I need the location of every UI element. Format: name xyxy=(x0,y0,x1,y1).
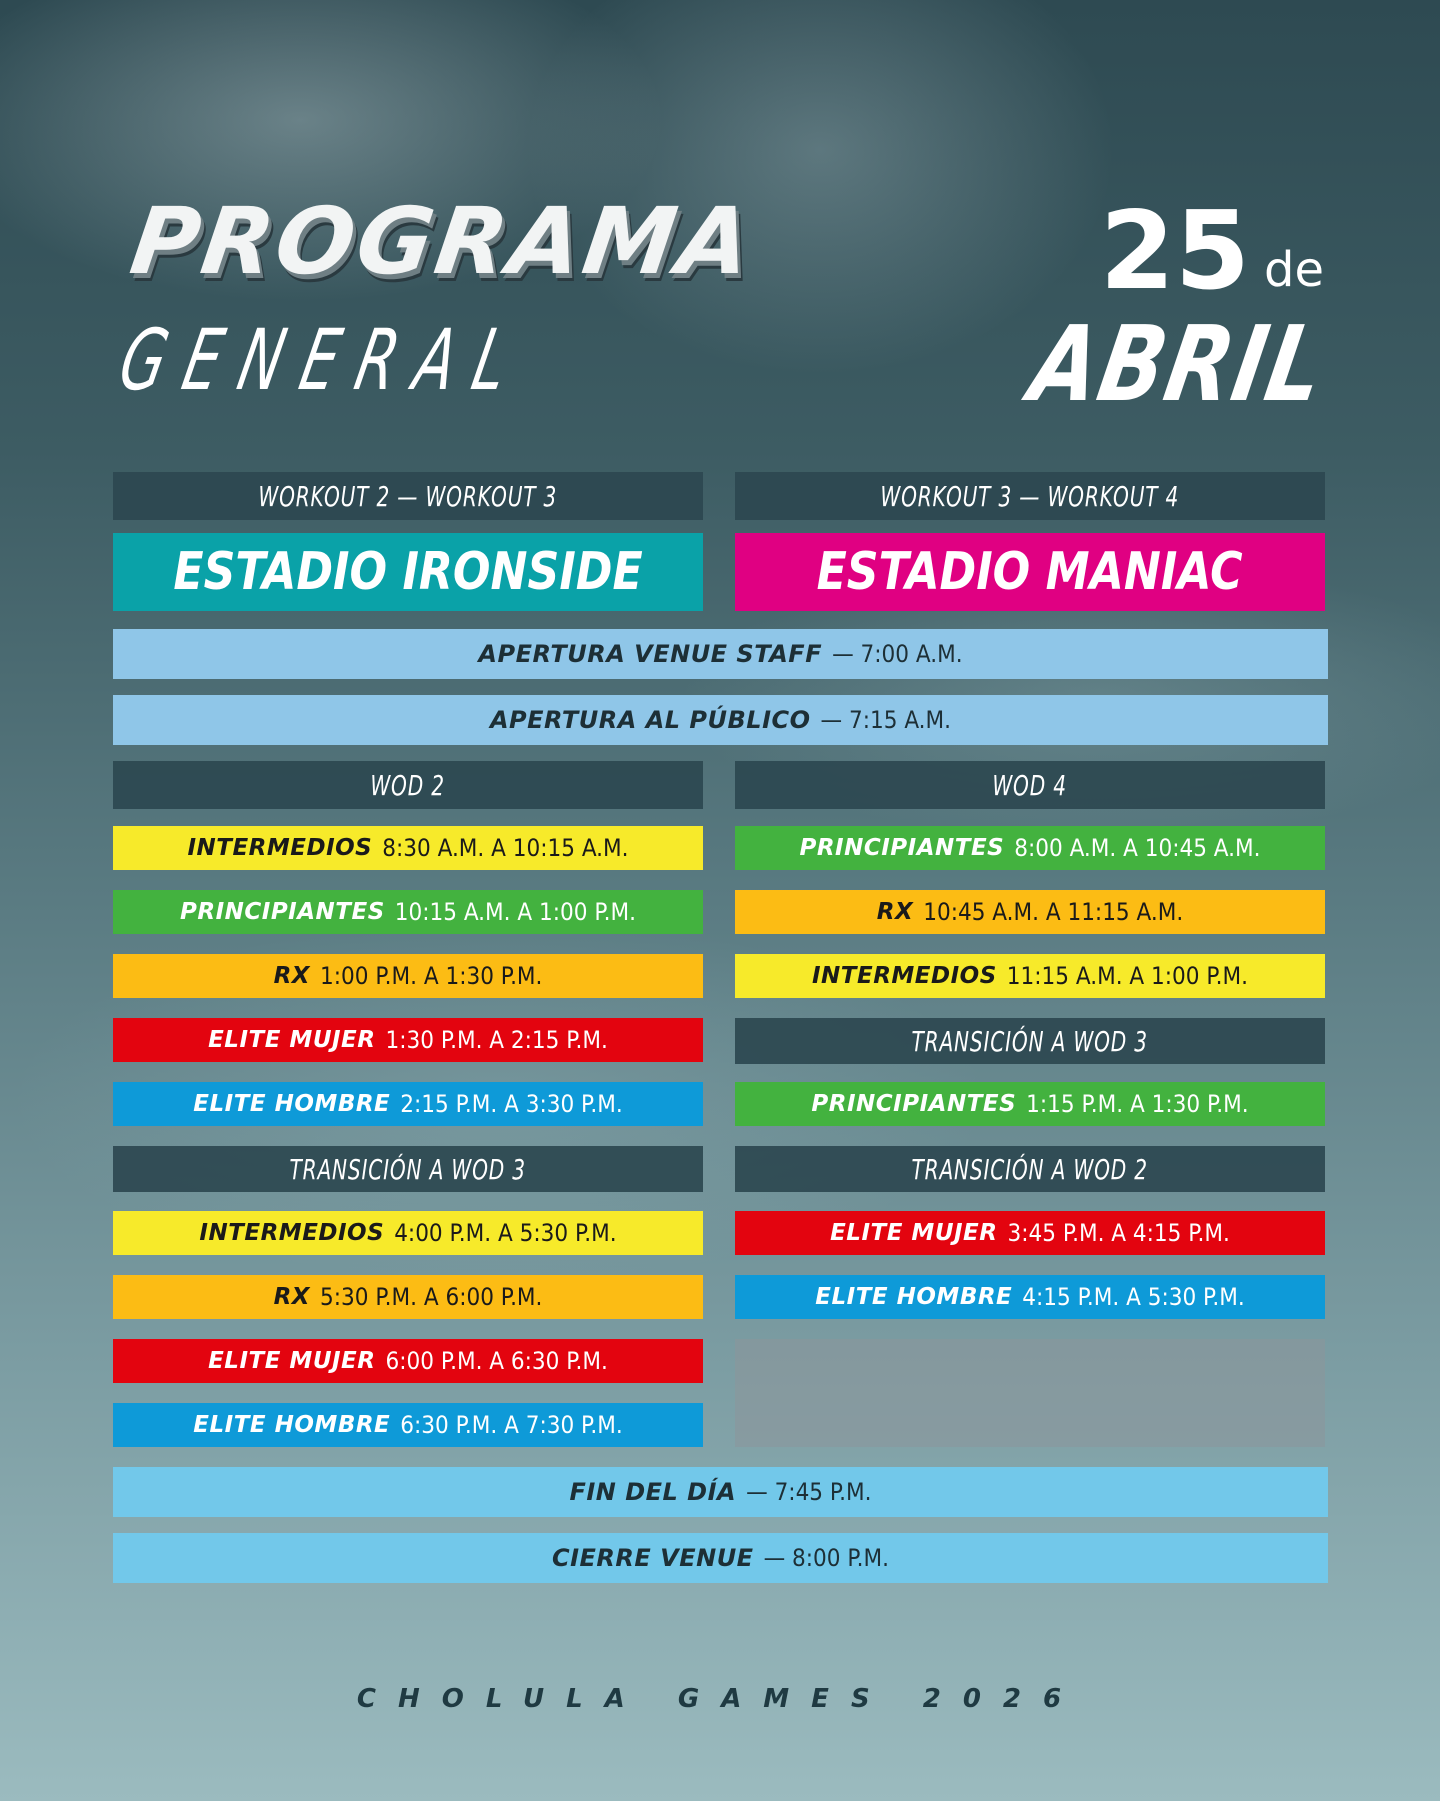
footer-brand: CHOLULA GAMES 2026 xyxy=(356,1684,1084,1714)
row-fin-del-dia: FIN DEL DÍA — 7:45 P.M. xyxy=(113,1467,1328,1517)
left-slot-2: PRINCIPIANTES 10:15 A.M. A 1:00 P.M. xyxy=(113,890,703,934)
left-slot-4: ELITE MUJER 1:30 P.M. A 2:15 P.M. xyxy=(113,1018,703,1062)
left-slot-3: RX 1:00 P.M. A 1:30 P.M. xyxy=(113,954,703,998)
row-apertura-staff: APERTURA VENUE STAFF — 7:00 A.M. xyxy=(113,629,1328,679)
venue-maniac: ESTADIO MANIAC xyxy=(735,533,1325,611)
right-transition-2: TRANSICIÓN A WOD 2 xyxy=(735,1146,1325,1192)
date-month: ABRIL xyxy=(1022,303,1335,425)
title-general: GENERAL xyxy=(111,311,537,409)
left-slot-8: ELITE MUJER 6:00 P.M. A 6:30 P.M. xyxy=(113,1339,703,1383)
left-slot-5: ELITE HOMBRE 2:15 P.M. A 3:30 P.M. xyxy=(113,1082,703,1126)
date-de: de xyxy=(1264,242,1324,298)
left-wod-title: WOD 2 xyxy=(113,761,703,809)
left-transition: TRANSICIÓN A WOD 3 xyxy=(113,1146,703,1192)
row-apertura-publico: APERTURA AL PÚBLICO — 7:15 A.M. xyxy=(113,695,1328,745)
row-cierre-venue: CIERRE VENUE — 8:00 P.M. xyxy=(113,1533,1328,1583)
left-slot-1: INTERMEDIOS 8:30 A.M. A 10:15 A.M. xyxy=(113,826,703,870)
right-wod-title: WOD 4 xyxy=(735,761,1325,809)
right-slot-6: ELITE HOMBRE 4:15 P.M. A 5:30 P.M. xyxy=(735,1275,1325,1319)
right-slot-5: ELITE MUJER 3:45 P.M. A 4:15 P.M. xyxy=(735,1211,1325,1255)
right-slot-1: PRINCIPIANTES 8:00 A.M. A 10:45 A.M. xyxy=(735,826,1325,870)
right-slot-2: RX 10:45 A.M. A 11:15 A.M. xyxy=(735,890,1325,934)
right-workouts-header: WORKOUT 3 — WORKOUT 4 xyxy=(735,472,1325,520)
left-slot-9: ELITE HOMBRE 6:30 P.M. A 7:30 P.M. xyxy=(113,1403,703,1447)
right-slot-3: INTERMEDIOS 11:15 A.M. A 1:00 P.M. xyxy=(735,954,1325,998)
venue-ironside: ESTADIO IRONSIDE xyxy=(113,533,703,611)
date-day: 25 xyxy=(1099,189,1250,314)
title-programa: PROGRAMA xyxy=(124,188,761,295)
left-slot-6: INTERMEDIOS 4:00 P.M. A 5:30 P.M. xyxy=(113,1211,703,1255)
left-workouts-header: WORKOUT 2 — WORKOUT 3 xyxy=(113,472,703,520)
right-slot-4: PRINCIPIANTES 1:15 P.M. A 1:30 P.M. xyxy=(735,1082,1325,1126)
left-slot-7: RX 5:30 P.M. A 6:00 P.M. xyxy=(113,1275,703,1319)
right-empty-block xyxy=(735,1339,1325,1447)
right-transition-1: TRANSICIÓN A WOD 3 xyxy=(735,1018,1325,1064)
